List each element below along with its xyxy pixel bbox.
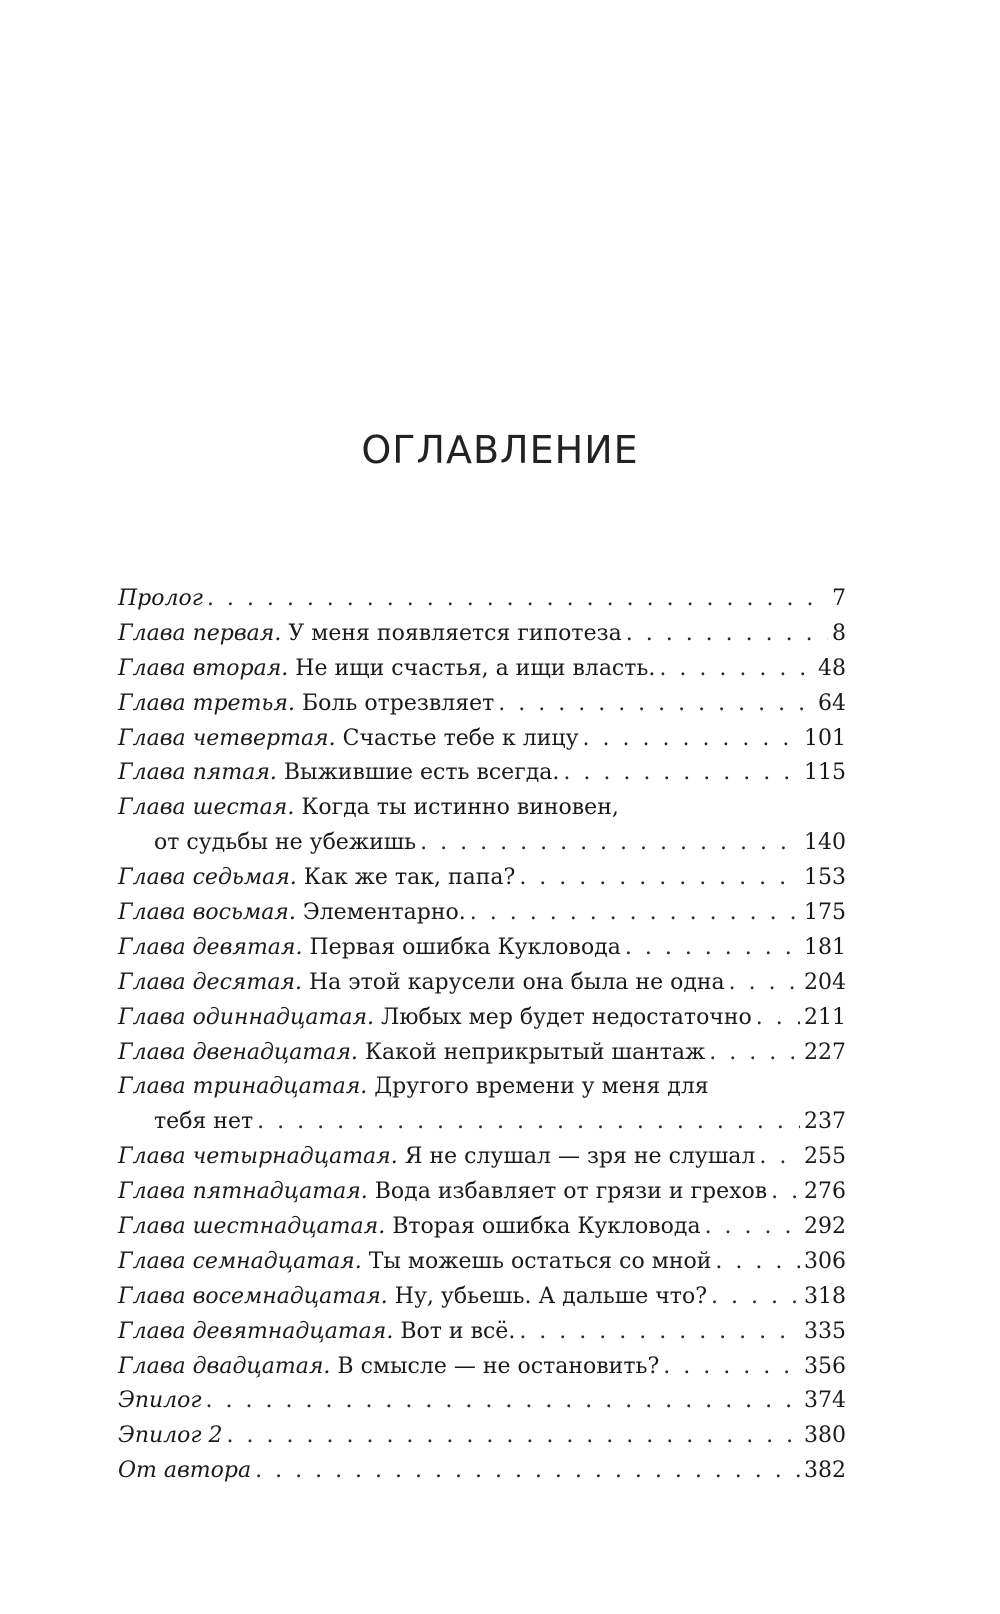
toc-entry-chapter-6-line-2[interactable] <box>118 826 846 861</box>
toc-entry-epilogue[interactable] <box>118 1384 846 1419</box>
toc-entry-label: Глава одиннадцатая. <box>118 1004 375 1030</box>
toc-entry-chapter-7[interactable] <box>118 861 846 896</box>
dot-leader <box>705 1210 800 1245</box>
toc-entry-label: От автора <box>118 1458 252 1484</box>
toc-entry-chapter-12[interactable] <box>118 1036 846 1071</box>
toc-entry-title: На этой карусели она была не одна <box>309 969 725 995</box>
toc-entry-label: Глава тринадцатая. <box>118 1074 368 1100</box>
toc-entry-chapter-10[interactable] <box>118 966 846 1001</box>
dot-leader <box>470 896 800 931</box>
toc-entry-chapter-14[interactable] <box>118 1140 846 1175</box>
toc-page-number: 8 <box>832 620 846 646</box>
toc-entry-title: Элементарно. <box>302 900 466 926</box>
dot-leader <box>625 931 800 966</box>
toc-entry-title: В смысле — не остановить? <box>337 1353 660 1379</box>
toc-entry-label: Глава шестнадцатая. <box>118 1214 386 1240</box>
toc-entry-title: Другого времени у меня для <box>374 1074 709 1100</box>
toc-entry-title-continued: тебя нет <box>154 1109 254 1135</box>
toc-page-number: 335 <box>804 1318 846 1344</box>
toc-page-number: 318 <box>804 1283 846 1309</box>
toc-entry-title: Не ищи счастья, а ищи власть. <box>295 655 656 681</box>
toc-page-number: 101 <box>804 725 846 751</box>
toc-page-number: 255 <box>804 1144 846 1170</box>
toc-entry-chapter-17[interactable] <box>118 1245 846 1280</box>
toc-page-number: 181 <box>804 934 846 960</box>
toc-entry-label: Эпилог <box>118 1388 202 1414</box>
toc-entry-chapter-6-line-1[interactable] <box>118 791 846 826</box>
toc-entry-label: Глава пятнадцатая. <box>118 1179 368 1205</box>
toc-entry-title: Как же так, папа? <box>303 865 516 891</box>
dot-leader <box>771 1175 800 1210</box>
toc-entry-label: Глава десятая. <box>118 969 302 995</box>
dot-leader <box>729 966 800 1001</box>
toc-entry-chapter-2[interactable] <box>118 652 846 687</box>
toc-entry-chapter-20[interactable] <box>118 1350 846 1385</box>
table-of-contents <box>118 582 846 1489</box>
toc-entry-title: Я не слушал — зря не слушал <box>404 1144 756 1170</box>
toc-page-number: 115 <box>804 760 846 786</box>
toc-page-number: 380 <box>804 1423 846 1449</box>
toc-entry-chapter-3[interactable] <box>118 687 846 722</box>
dot-leader <box>626 617 828 652</box>
toc-entry-title: Первая ошибка Кукловода <box>309 934 621 960</box>
dot-leader <box>227 1419 800 1454</box>
toc-entry-title: Какой неприкрытый шантаж <box>364 1039 706 1065</box>
toc-entry-title: Выжившие есть всегда. <box>283 760 560 786</box>
dot-leader <box>563 756 800 791</box>
toc-page-number: 175 <box>804 900 846 926</box>
toc-entry-from-author[interactable] <box>118 1454 846 1489</box>
toc-entry-chapter-16[interactable] <box>118 1210 846 1245</box>
toc-entry-title: Ну, убьешь. А дальше что? <box>394 1283 708 1309</box>
toc-page-number: 292 <box>804 1214 846 1240</box>
toc-entry-title-continued: от судьбы не убежишь <box>154 830 417 856</box>
toc-page-number: 153 <box>804 865 846 891</box>
toc-page-number: 306 <box>804 1248 846 1274</box>
toc-entry-title: Когда ты истинно виновен, <box>301 795 619 821</box>
toc-entry-chapter-5[interactable] <box>118 756 846 791</box>
page-title: ОГЛАВЛЕНИЕ <box>361 428 639 472</box>
toc-entry-title: Ты можешь остаться со мной <box>368 1248 712 1274</box>
dot-leader <box>756 1001 800 1036</box>
toc-entry-label: Глава восьмая. <box>118 900 296 926</box>
dot-leader <box>583 722 800 757</box>
toc-entry-label: Глава вторая. <box>118 655 289 681</box>
toc-page-number: 382 <box>804 1458 846 1484</box>
toc-entry-title: Вот и всё. <box>400 1318 516 1344</box>
dot-leader <box>498 687 814 722</box>
toc-entry-chapter-4[interactable] <box>118 722 846 757</box>
toc-entry-chapter-8[interactable] <box>118 896 846 931</box>
toc-entry-chapter-13-line-1[interactable] <box>118 1070 846 1105</box>
dot-leader <box>759 1140 800 1175</box>
toc-entry-label: Глава двадцатая. <box>118 1353 331 1379</box>
toc-entry-title: Счастье тебе к лицу <box>342 725 579 751</box>
dot-leader <box>519 1315 800 1350</box>
toc-entry-label: Эпилог 2 <box>118 1423 223 1449</box>
dot-leader <box>709 1036 800 1071</box>
dot-leader <box>659 652 814 687</box>
toc-entry-chapter-15[interactable] <box>118 1175 846 1210</box>
toc-page-number: 140 <box>804 830 846 856</box>
dot-leader <box>257 1105 800 1140</box>
dot-leader <box>519 861 800 896</box>
toc-entry-chapter-18[interactable] <box>118 1280 846 1315</box>
dot-leader <box>255 1454 800 1489</box>
toc-entry-chapter-11[interactable] <box>118 1001 846 1036</box>
toc-entry-chapter-13-line-2[interactable] <box>118 1105 846 1140</box>
dot-leader <box>711 1280 800 1315</box>
toc-entry-label: Глава семнадцатая. <box>118 1248 362 1274</box>
toc-page-number: 211 <box>804 1004 846 1030</box>
toc-entry-label: Глава двенадцатая. <box>118 1039 358 1065</box>
toc-entry-label: Пролог <box>118 586 203 611</box>
toc-entry-chapter-1[interactable] <box>118 617 846 652</box>
toc-page-number: 374 <box>804 1388 846 1414</box>
toc-entry-title: Вода избавляет от грязи и грехов <box>374 1179 768 1205</box>
toc-page-number: 204 <box>804 969 846 995</box>
toc-entry-title: У меня появляется гипотеза <box>288 620 622 646</box>
dot-leader <box>207 582 828 617</box>
toc-entry-label: Глава первая. <box>118 620 282 646</box>
toc-page-number: 276 <box>804 1179 846 1205</box>
dot-leader <box>206 1384 800 1419</box>
toc-entry-label: Глава седьмая. <box>118 865 297 891</box>
toc-entry-label: Глава четвертая. <box>118 725 336 751</box>
toc-page-number: 7 <box>832 586 846 611</box>
toc-entry-chapter-9[interactable] <box>118 931 846 966</box>
toc-entry-title: Любых мер будет недостаточно <box>381 1004 752 1030</box>
toc-entry-label: Глава четырнадцатая. <box>118 1144 398 1170</box>
toc-entry-chapter-19[interactable] <box>118 1315 846 1350</box>
toc-entry-prologue[interactable] <box>118 582 846 617</box>
toc-entry-label: Глава пятая. <box>118 760 277 786</box>
toc-page-number: 48 <box>818 655 846 681</box>
dot-leader <box>420 826 800 861</box>
dot-leader <box>663 1350 800 1385</box>
toc-entry-title: Боль отрезвляет <box>301 690 495 716</box>
toc-entry-label: Глава восемнадцатая. <box>118 1283 388 1309</box>
toc-page-number: 237 <box>804 1109 846 1135</box>
toc-entry-label: Глава девятнадцатая. <box>118 1318 394 1344</box>
toc-page-number: 64 <box>818 690 846 716</box>
toc-entry-label: Глава девятая. <box>118 934 303 960</box>
toc-entry-title: Вторая ошибка Кукловода <box>392 1214 701 1240</box>
toc-entry-epilogue-2[interactable] <box>118 1419 846 1454</box>
toc-entry-label: Глава шестая. <box>118 795 295 821</box>
toc-page-number: 227 <box>804 1039 846 1065</box>
toc-page-number: 356 <box>804 1353 846 1379</box>
toc-entry-label: Глава третья. <box>118 690 295 716</box>
dot-leader <box>715 1245 800 1280</box>
